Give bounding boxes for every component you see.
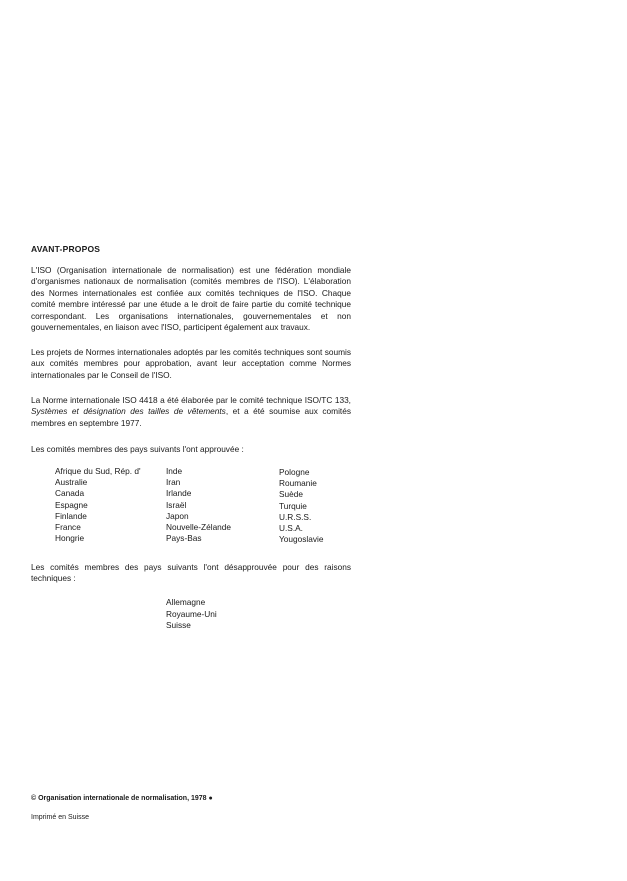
country-name: Suède xyxy=(279,489,303,500)
country-name: Yougoslavie xyxy=(279,534,324,545)
approved-countries-list xyxy=(0,466,627,556)
section-heading: AVANT-PROPOS xyxy=(31,244,101,254)
country-name: Suisse xyxy=(166,620,191,631)
paragraph-approved-intro: Les comités membres des pays suivants l'ont approuvée : xyxy=(31,444,244,454)
country-name: Israël xyxy=(166,499,187,510)
committee-title: Systèmes et désignation des tailles de vêtements xyxy=(31,406,226,417)
country-name: Nouvelle-Zélande xyxy=(166,522,232,533)
country-name: Iran xyxy=(166,477,181,488)
country-name: Turquie xyxy=(279,500,307,511)
country-name: Afrique du Sud, Rép. d' xyxy=(55,466,141,476)
country-name: Allemagne xyxy=(166,597,206,607)
country-name: Pays-Bas xyxy=(166,533,202,544)
origin-text-end: , et a été soumise aux comités membres en septembre 1977. xyxy=(31,406,351,428)
country-name: Royaume-Uni xyxy=(166,608,217,619)
country-name: Hongrie xyxy=(55,533,85,544)
country-name: Japon xyxy=(166,510,189,521)
country-name: Pologne xyxy=(279,467,310,477)
country-name: Australie xyxy=(55,477,88,488)
copyright-notice: © Organisation internationale de normalisation, 1978 ● xyxy=(31,795,213,802)
country-name: France xyxy=(55,522,81,533)
country-name: Irlande xyxy=(166,488,192,499)
approved-countries-column-1 xyxy=(55,466,141,544)
paragraph-iso-description: L'ISO (Organisation internationale de normalisation) est une fédération mondiale d'organismes nationaux de normalisation (comités membres de l'ISO). L'élaboration des Normes internationales est confiée aux comités techniques de l'ISO. Chaque comité membre intéressé par une étude a le droit de faire partie du comité technique correspondant. Les organisations internationales, gouvernementales et non gouvernementales, en liaison avec l'ISO, participent également aux travaux. xyxy=(31,265,351,333)
country-name: Finlande xyxy=(55,510,87,521)
country-name: Roumanie xyxy=(279,478,317,489)
paragraph-approval-process: Les projets de Normes internationales adoptés par les comités techniques sont soumis aux comités membres pour approbation, avant leur acceptation comme Normes internationales par le Conseil de l'ISO. xyxy=(31,347,351,380)
disapproved-countries-list xyxy=(166,597,217,632)
approved-countries-column-2 xyxy=(166,466,231,544)
country-name: Canada xyxy=(55,488,85,499)
country-name: Espagne xyxy=(55,499,88,510)
country-name: U.S.A. xyxy=(279,523,303,534)
paragraph-disapproved-intro: Les comités membres des pays suivants l'ont désapprouvée pour des raisons techniques : xyxy=(31,562,351,584)
paragraph-standard-origin xyxy=(31,395,351,429)
approved-countries-column-3 xyxy=(279,467,323,545)
printed-in-notice: Imprimé en Suisse xyxy=(31,814,89,821)
country-name: Inde xyxy=(166,466,183,476)
country-name: U.R.S.S. xyxy=(279,511,312,522)
origin-text-start: La Norme internationale ISO 4418 a été élaborée par le comité technique ISO/TC 133, xyxy=(31,395,351,405)
